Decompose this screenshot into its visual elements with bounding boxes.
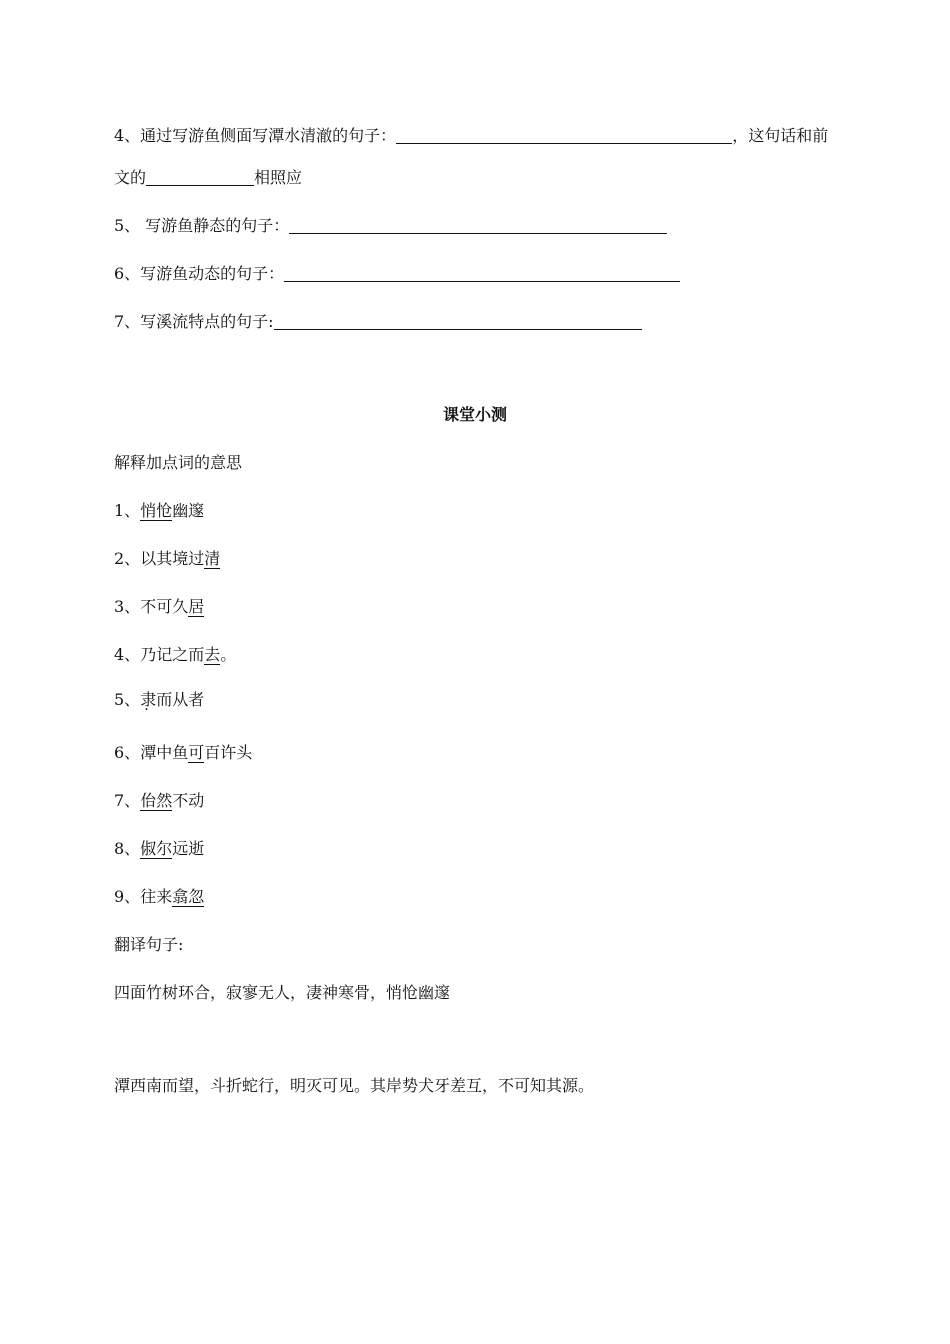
quiz-item-5 — [114, 690, 204, 710]
quiz-item-3 — [114, 597, 204, 617]
item-number: 2、 — [114, 549, 141, 568]
quiz-item-7 — [114, 791, 204, 811]
quiz-item-9 — [114, 887, 204, 907]
item-rest: 。 — [220, 645, 237, 664]
question-4-line1 — [114, 126, 828, 146]
dotted-word: 居 — [188, 597, 205, 616]
question-4-text: 4、通过写游鱼侧面写潭水清澈的句子： — [114, 126, 397, 145]
item-pre: 不可久 — [140, 597, 189, 616]
answer-blank[interactable] — [284, 265, 680, 282]
item-rest: 远逝 — [172, 839, 205, 858]
sentence-2: 潭西南而望，斗折蛇行，明灭可见。其岸势犬牙差互，不可知其源。 — [114, 1076, 595, 1095]
question-7 — [114, 312, 642, 332]
question-4-cont-suffix: 相照应 — [254, 168, 303, 187]
answer-blank[interactable] — [146, 169, 254, 186]
section-title: 课堂小测 — [442, 405, 507, 424]
item-number: 6、 — [114, 743, 141, 762]
item-pre: 乃记之而 — [140, 645, 205, 664]
question-5-text: 5、 写游鱼静态的句子： — [114, 216, 290, 235]
dotted-word: 可 — [188, 743, 205, 762]
answer-blank[interactable] — [396, 127, 732, 144]
answer-blank[interactable] — [274, 313, 642, 330]
quiz-item-2 — [114, 549, 220, 569]
question-6 — [114, 264, 680, 284]
dotted-word: 清 — [204, 549, 221, 568]
dotted-word: 佁然 — [140, 791, 173, 810]
quiz-item-6 — [114, 743, 252, 763]
item-number: 4、 — [114, 645, 141, 664]
question-4-cont-text: 文的 — [114, 168, 147, 187]
item-number: 7、 — [114, 791, 141, 810]
dotted-word: 俶尔 — [140, 839, 173, 858]
quiz-item-4 — [114, 645, 236, 665]
item-number: 1、 — [114, 501, 141, 520]
question-4-line2 — [114, 168, 302, 188]
question-6-text: 6、写游鱼动态的句子： — [114, 264, 285, 283]
question-5 — [114, 216, 667, 236]
dotted-word: 翕忽 — [172, 887, 205, 906]
translate-label: 翻译句子: — [114, 935, 184, 954]
item-pre: 潭中鱼 — [140, 743, 189, 762]
item-rest: 幽邃 — [172, 501, 205, 520]
item-number: 8、 — [114, 839, 141, 858]
item-pre: 以其境过 — [140, 549, 205, 568]
instruction: 解释加点词的意思 — [114, 453, 243, 472]
question-4-suffix: ，这句话和前 — [732, 126, 829, 145]
item-rest: 不动 — [172, 791, 205, 810]
dotted-word: 去 — [204, 645, 221, 664]
item-pre: 往来 — [140, 887, 173, 906]
item-text: 隶而从者 — [140, 690, 205, 709]
item-number: 3、 — [114, 597, 141, 616]
sentence-1: 四面竹树环合，寂寥无人，凄神寒骨，悄怆幽邃 — [114, 983, 451, 1002]
quiz-item-8 — [114, 839, 204, 859]
answer-blank[interactable] — [289, 217, 667, 234]
quiz-item-1 — [114, 501, 204, 521]
question-7-text: 7、写溪流特点的句子: — [114, 312, 274, 331]
dotted-word: 悄怆 — [140, 501, 173, 520]
item-number: 9、 — [114, 887, 141, 906]
item-number: 5、 — [114, 690, 141, 709]
item-rest: 百许头 — [204, 743, 253, 762]
